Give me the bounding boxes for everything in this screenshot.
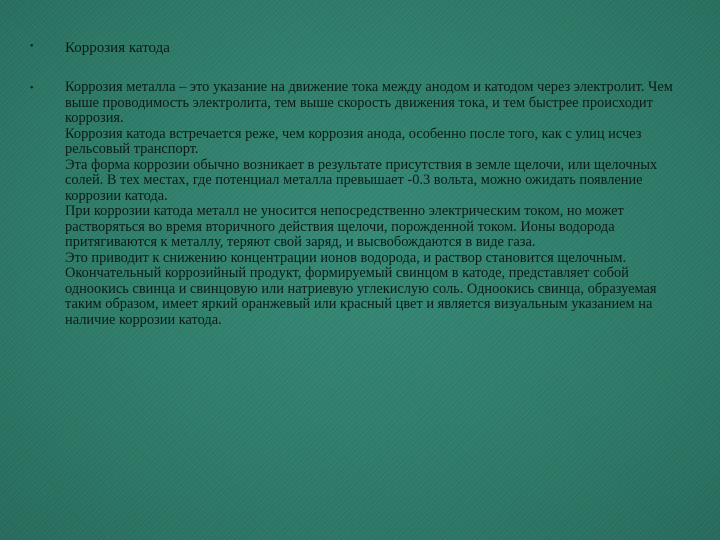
bullet-dot-icon: •	[30, 83, 34, 94]
slide-heading: Коррозия катода	[65, 40, 170, 56]
bullet-item-body	[30, 80, 690, 328]
bullet-item-title	[30, 38, 690, 58]
bullet-list	[30, 38, 690, 328]
bullet-dot-icon: •	[30, 41, 34, 52]
body-paragraph: Коррозия металла – это указание на движение тока между анодом и катодом через электролит. Чем выше проводимость электролита, тем выше скорость движения тока, и тем быстрее происходит коррозия.	[65, 79, 673, 126]
body-text	[65, 80, 690, 328]
body-paragraph: При коррозии катода металл не уносится непосредственно электрическим током, но может растворяться во время вторичного действия щелочи, порожденной током. Ионы водорода притягиваются к металлу, теряют свой заряд, и высвобождаются в виде газа.	[65, 203, 624, 250]
body-paragraph: Это приводит к снижению концентрации ионов водорода, и раствор становится щелочным. Окончательный коррозийный продукт, формируемый свинцом в катоде, представляет собой одноокись свинца и свинцовую или натриевую углекислую соль. Одноокись свинца, образуемая таким образом, имеет яркий оранжевый или красный цвет и является визуальным указанием на наличие коррозии катода.	[65, 249, 657, 328]
body-paragraph: Эта форма коррозии обычно возникает в результате присутствия в земле щелочи, или щелочных солей. В тех местах, где потенциал металла превышает -0.3 вольта, можно ожидать появление коррозии катода.	[65, 156, 658, 204]
body-paragraph: Коррозия катода встречается реже, чем коррозия анода, особенно после того, как с улиц исчез рельсовый транспорт.	[65, 125, 642, 157]
